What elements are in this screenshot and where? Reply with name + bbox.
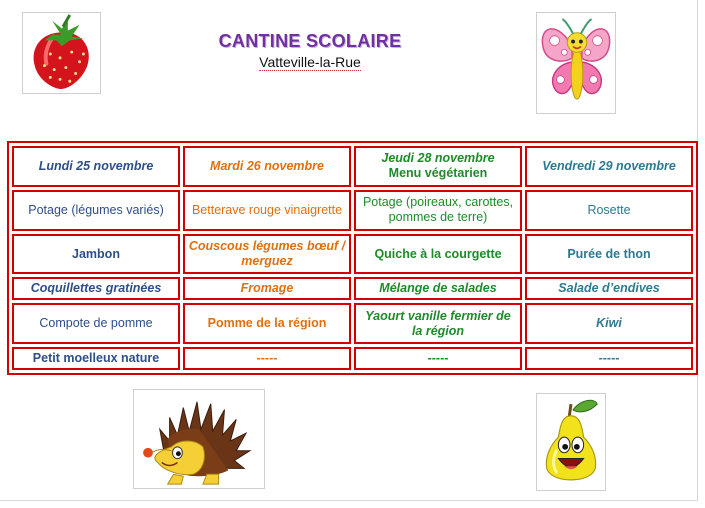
menu-cell: Compote de pomme — [12, 303, 180, 344]
menu-cell: Coquillettes gratinées — [12, 277, 180, 300]
menu-cell: Pomme de la région — [183, 303, 351, 344]
pear-icon — [536, 393, 606, 491]
menu-cell: Rosette — [525, 190, 693, 231]
menu-cell: Petit moelleux nature — [12, 347, 180, 370]
day-header-note: Menu végétarien — [388, 166, 488, 181]
menu-table — [9, 143, 696, 373]
page-title: CANTINE SCOLAIRE — [218, 31, 402, 51]
table-row — [12, 277, 693, 300]
menu-cell: Mélange de salades — [354, 277, 522, 300]
menu-cell: Jambon — [12, 234, 180, 275]
table-row — [12, 190, 693, 231]
menu-cell: Purée de thon — [525, 234, 693, 275]
butterfly-icon — [536, 12, 616, 114]
header-row — [12, 146, 693, 187]
menu-cell: Potage (poireaux, carottes, pommes de terre) — [354, 190, 522, 231]
menu-cell: Quiche à la courgette — [354, 234, 522, 275]
day-header-label: Jeudi 28 novembre — [381, 151, 495, 166]
day-header: Mardi 26 novembre — [183, 146, 351, 187]
menu-cell: ----- — [354, 347, 522, 370]
table-row — [12, 347, 693, 370]
subtitle-text: Vatteville-la-Rue — [259, 54, 361, 70]
day-header — [354, 146, 522, 187]
menu-cell: Couscous légumes bœuf / merguez — [183, 234, 351, 275]
menu-cell: Fromage — [183, 277, 351, 300]
menu-cell: Salade d’endives — [525, 277, 693, 300]
menu-cell: ----- — [525, 347, 693, 370]
page-subtitle — [180, 54, 440, 70]
menu-cell: Yaourt vanille fermier de la région — [354, 303, 522, 344]
menu-cell: Potage (légumes variés) — [12, 190, 180, 231]
menu-cell: Betterave rouge vinaigrette — [183, 190, 351, 231]
hedgehog-icon — [133, 389, 265, 489]
menu-cell: ----- — [183, 347, 351, 370]
menu-cell: Kiwi — [525, 303, 693, 344]
table-row — [12, 303, 693, 344]
day-header: Lundi 25 novembre — [12, 146, 180, 187]
strawberry-icon — [22, 12, 101, 94]
day-header: Vendredi 29 novembre — [525, 146, 693, 187]
table-row — [12, 234, 693, 275]
